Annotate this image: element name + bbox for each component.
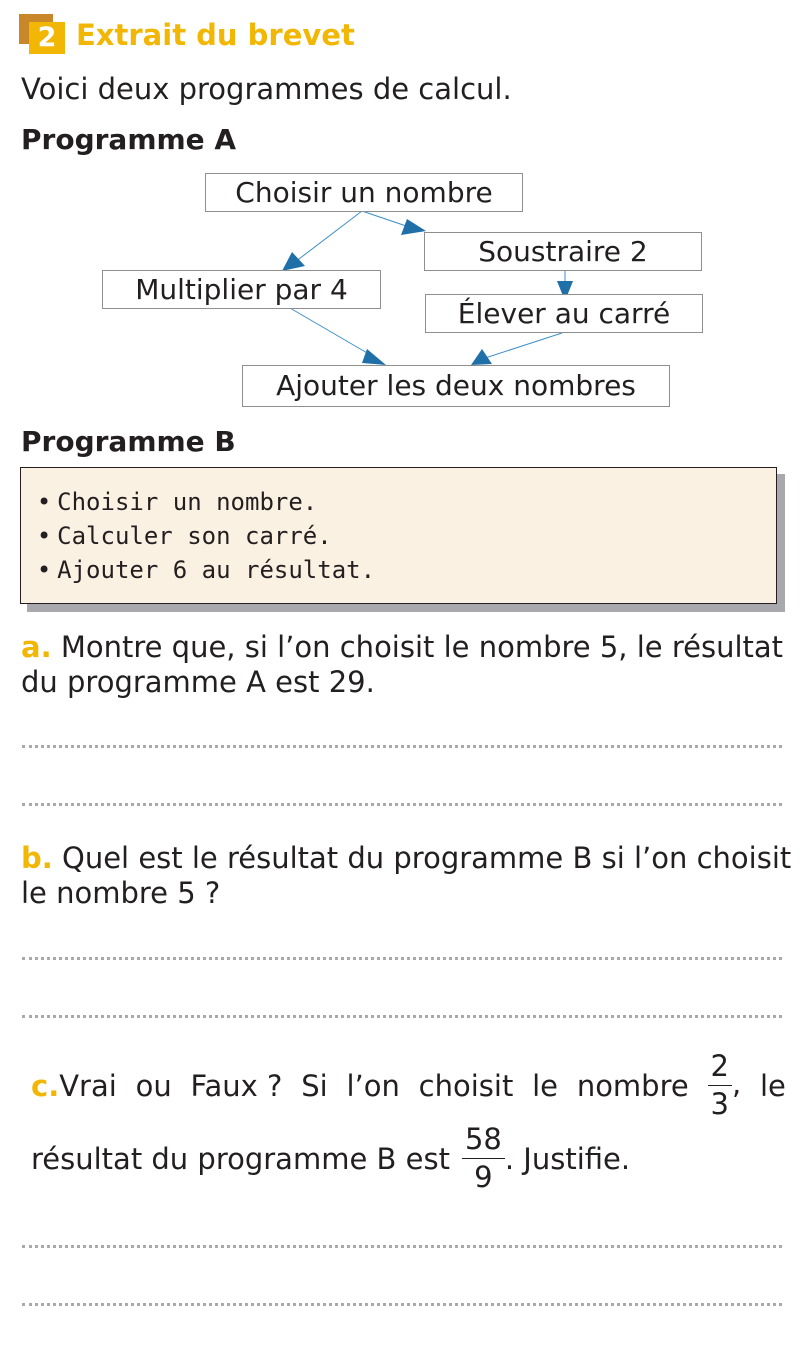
arrowhead-multiply [282, 252, 305, 271]
question-a-line1: a. Montre que, si l’on choisit le nombre 5, le résultat [21, 630, 784, 664]
program-b-step: • Ajouter 6 au résultat. [37, 556, 376, 584]
program-b-step: • Calculer son carré. [37, 522, 332, 550]
answer-line[interactable] [22, 957, 782, 960]
question-c-line2: résultat du programme B est $\frac{58}{9}$ . Justifie. [31, 1122, 631, 1194]
step-choose-number: Choisir un nombre [205, 173, 523, 212]
arrow-choose-to-subtract [362, 211, 412, 228]
arrow-square-to-add [482, 333, 562, 359]
question-a-line2: du programme A est 29. [21, 665, 375, 699]
answer-line[interactable] [22, 1245, 782, 1248]
step-square: Élever au carré [425, 294, 703, 333]
exercise-number: 2 [29, 22, 65, 54]
answer-line[interactable] [22, 1303, 782, 1306]
step-subtract-two: Soustraire 2 [424, 232, 702, 271]
intro-text: Voici deux programmes de calcul. [21, 72, 512, 106]
fraction-58-ninths: $\frac{58}{9}$ [462, 1125, 505, 1192]
answer-line[interactable] [22, 803, 782, 806]
exercise-title: Extrait du brevet [76, 18, 355, 52]
program-b-box [20, 467, 777, 604]
program-b-heading: Programme B [21, 425, 236, 458]
arrow-choose-to-multiply [295, 211, 362, 262]
question-b-line2: le nombre 5 ? [21, 876, 221, 910]
arrowhead-subtract [401, 219, 426, 235]
step-add-both: Ajouter les deux nombres [242, 365, 670, 407]
question-c-letter: c. [31, 1068, 60, 1103]
answer-line[interactable] [22, 1015, 782, 1018]
answer-line[interactable] [22, 745, 782, 748]
arrow-multiply-to-add [290, 308, 374, 357]
step-multiply-four: Multiplier par 4 [102, 270, 381, 309]
program-b-step: • Choisir un nombre. [37, 488, 318, 516]
question-c-line1: c.Vrai ou Faux ? Si l’on choisit le nombre $\frac{2}{3}$ , le [31, 1049, 786, 1121]
question-a-letter: a. [21, 630, 52, 664]
program-a-heading: Programme A [21, 123, 237, 156]
fraction-two-thirds: $\frac{2}{3}$ [708, 1052, 732, 1119]
question-b-line1: b. Quel est le résultat du programme B si l’on choisit [21, 841, 792, 875]
arrowhead-add-left [362, 349, 386, 365]
question-b-letter: b. [21, 841, 53, 875]
